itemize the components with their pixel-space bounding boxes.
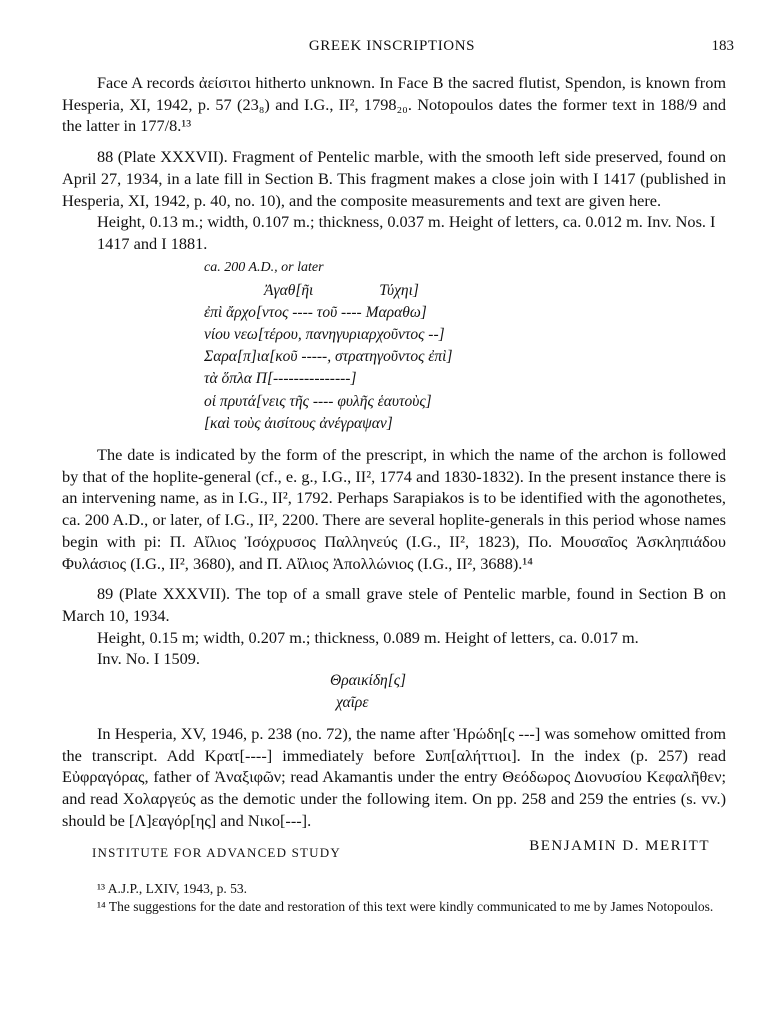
inscription-88-date: ca. 200 A.D., or later [204, 259, 324, 275]
footnote-14: ¹⁴ The suggestions for the date and restoration of this text were kindly communicated to me by James Notopoulos. [97, 898, 714, 914]
inscription-line: χαῖρε [336, 694, 369, 712]
inscription-line: νίου νεω[τέρου, πανηγυριαρχοῦντος --] [204, 326, 445, 344]
inscription-line: ἐπὶ ἄρχο[ντος ---- τοῦ ---- Μαραθω] [204, 303, 427, 321]
paragraph-88-description: 88 (Plate XXXVII). Fragment of Pentelic marble, with the smooth left side preserved, found on April 27, 1934, in a late fill in Section B. This fragment makes a close join with I 1417 (published in Hesperia, XI, 1942, p. 40, no. 10), and the composite measurements and text are given here. [62, 147, 726, 210]
inscription-line: Σαρα[π]ια[κοῦ -----, στρατηγοῦντος ἐπὶ] [204, 348, 453, 366]
page-header [0, 38, 784, 60]
paragraph-89-description: 89 (Plate XXXVII). The top of a small grave stele of Pentelic marble, found in Section B on March 10, 1934. [62, 584, 726, 625]
inscription-88 [204, 280, 726, 435]
footnote-13: ¹³ A.J.P., LXIV, 1943, p. 53. [97, 880, 247, 896]
inscription-line: Θραικίδη[ς] [330, 672, 407, 690]
main-text [62, 72, 726, 916]
institute-name: INSTITUTE FOR ADVANCED STUDY [92, 844, 341, 860]
paragraph-corrections: In Hesperia, XV, 1946, p. 238 (no. 72), the name after Ἡρώδη[ς ---] was somehow omitted from the transcript. Add Κρατ[----] immediately before Συπ[αλήττιοι]. In the index (p. 257) read Εὐφραγόρας, father of Ἀναξιφῶν; read Akamantis under the entry Θεόδωρος Διονυσίου Κεφαλῆθεν; and read Χολαργεύς as the demotic under the following item. On pp. 258 and 259 the entries (s. vv.) should be [Λ]εαγόρ[ης] and Νικο[---]. [62, 724, 726, 830]
footnotes [62, 880, 726, 916]
page-number: 183 [711, 38, 734, 54]
inventory-89: Inv. No. I 1509. [97, 649, 200, 669]
author-name: BENJAMIN D. MERITT [529, 837, 710, 854]
inscription-line: Ἀγαθ[ῆι Τύχηι] [264, 281, 419, 299]
inscription-line: [καὶ τοὺς ἀισίτους ἀνέγραψαν] [204, 414, 393, 432]
inscription-line: οἱ πρυτά[νεις τῆς ---- φυλῆς ἑαυτοὺς] [204, 392, 432, 410]
inscription-line: τὰ ὅπλα Π[---------------] [204, 370, 357, 388]
paragraph-face-a: Face A records ἀείσιτοι hitherto unknown. In Face B the sacred flutist, Spendon, is known from Hesperia, XI, 1942, p. 57 (23₈) and I.G., II², 1798₂₀. Notopoulos dates the former text in 188/9 and the latter in 177/8.¹³ [62, 73, 726, 136]
paragraph-date-discussion: The date is indicated by the form of the prescript, in which the name of the archon is followed by that of the hoplite-general (cf., e. g., I.G., II², 1774 and 1830-1832). In the present instance there is an intervening name, as in I.G., II², 1792. Perhaps Sarapiakos is to be identified with the agonothetes, ca. 200 A.D., or later, of I.G., II², 2200. There are several hoplite-generals in this period whose names begin with pi: Π. Αἴλιος Ἰσόχρυσος Παλληνεύς (I.G., II², 1823), Πο. Μουσαῖος Ἀσκληπιάδου Φυλάσιος (I.G., II², 3680), and Π. Αἴλιος Ἀπολλώνιος (I.G., II², 3688).¹⁴ [62, 445, 726, 573]
running-title: GREEK INSCRIPTIONS [308, 38, 476, 54]
inscription-89 [330, 670, 726, 714]
measurements-88: Height, 0.13 m.; width, 0.107 m.; thickness, 0.037 m. Height of letters, ca. 0.012 m. Inv. Nos. I 1417 and I 1881. [97, 212, 716, 253]
signature-block [62, 836, 726, 864]
measurements-89: Height, 0.15 m; width, 0.207 m.; thickness, 0.089 m. Height of letters, ca. 0.017 m. [97, 627, 639, 647]
